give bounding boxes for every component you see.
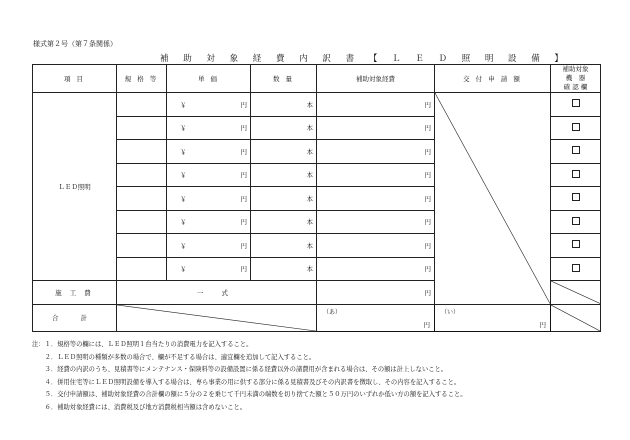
yen-symbol: ￥	[180, 124, 187, 133]
header-spec: 規 格 等	[117, 65, 167, 93]
spec-cell[interactable]	[117, 163, 167, 187]
box-a-unit: 円	[423, 320, 430, 329]
note-line: ６．補助対象経費には、消費税及び地方消費税相当額は含めないこと。	[32, 403, 247, 411]
unit-price-cell[interactable]	[167, 140, 251, 164]
cost-breakdown-table	[32, 64, 601, 332]
check-cell[interactable]	[551, 163, 601, 187]
note-line: ５．交付申請額は、補助対象経費の合計欄の額に５分の２を乗じて千円未満の端数を切り捨てた額と５０万円のいずれか低い方の額を記入すること。	[32, 391, 467, 399]
check-cell[interactable]	[551, 234, 601, 258]
spec-cell[interactable]	[117, 210, 167, 234]
yen-symbol: ￥	[180, 147, 187, 156]
yen-symbol: ￥	[180, 265, 187, 274]
checkbox-icon[interactable]	[572, 217, 580, 225]
checkbox-icon[interactable]	[572, 264, 580, 272]
yen-unit: 円	[240, 265, 247, 274]
eligible-cost-cell[interactable]: 円	[317, 93, 435, 117]
check-cell[interactable]	[551, 116, 601, 140]
note-line: 注：１．規格等の欄には、ＬＥＤ照明１台当たりの消費電力を記入すること。	[32, 341, 253, 348]
header-eligible-cost: 補助対象経費	[317, 65, 435, 93]
yen-unit: 円	[240, 100, 247, 109]
yen-unit: 円	[240, 194, 247, 203]
yen-symbol: ￥	[180, 100, 187, 109]
quantity-cell[interactable]: 本	[251, 163, 317, 187]
led-lighting-label: ＬＥＤ照明	[33, 93, 117, 281]
quantity-cell[interactable]: 本	[251, 140, 317, 164]
unit-price-cell[interactable]	[167, 187, 251, 211]
box-b-tag: （い）	[441, 308, 460, 316]
box-a-tag: （あ）	[323, 308, 342, 316]
quantity-cell[interactable]: 本	[251, 257, 317, 281]
form-number-label: 様式第２号（第７条関係）	[33, 40, 117, 48]
header-check-column	[551, 65, 601, 93]
construction-check-diagonal	[551, 281, 601, 305]
eligible-cost-cell[interactable]: 円	[317, 116, 435, 140]
checkbox-icon[interactable]	[572, 170, 580, 178]
note-line: ２．ＬＥＤ照明の種類が多数の場合で、欄が不足する場合は、適宜欄を追加して記入すること。	[32, 353, 316, 361]
quantity-cell[interactable]: 本	[251, 210, 317, 234]
construction-lump-sum: 一 式	[117, 281, 317, 305]
box-b-unit: 円	[539, 320, 546, 329]
spec-cell[interactable]	[117, 93, 167, 117]
total-row	[33, 304, 601, 331]
total-eligible-cost-box[interactable]	[317, 304, 435, 331]
check-cell[interactable]	[551, 210, 601, 234]
yen-symbol: ￥	[180, 171, 187, 180]
header-grant-request: 交 付 申 請 額	[435, 65, 551, 93]
total-grant-request-box[interactable]	[435, 304, 551, 331]
quantity-cell[interactable]: 本	[251, 187, 317, 211]
header-quantity: 数 量	[251, 65, 317, 93]
yen-unit: 円	[240, 124, 247, 133]
check-cell[interactable]	[551, 257, 601, 281]
unit-price-cell[interactable]	[167, 234, 251, 258]
document-title: 補 助 対 象 経 費 内 訳 書 【 Ｌ Ｅ Ｄ 照 明 設 備 】	[160, 54, 569, 64]
yen-unit: 円	[240, 218, 247, 227]
total-check-diagonal	[551, 304, 601, 331]
construction-cost-label: 施 工 費	[33, 281, 117, 305]
eligible-cost-cell[interactable]: 円	[317, 187, 435, 211]
eligible-cost-cell[interactable]: 円	[317, 234, 435, 258]
quantity-cell[interactable]: 本	[251, 234, 317, 258]
total-diagonal-cell	[117, 304, 317, 331]
spec-cell[interactable]	[117, 187, 167, 211]
header-item: 項 目	[33, 65, 117, 93]
spec-cell[interactable]	[117, 140, 167, 164]
yen-unit: 円	[240, 241, 247, 250]
checkbox-icon[interactable]	[572, 193, 580, 201]
note-line: ３．経費の内訳のうち、見積書等にメンテナンス・保険料等の設備設置に係る経費以外の諸費用が含まれる場合は、その額は計上しないこと。	[32, 366, 448, 374]
yen-unit: 円	[240, 147, 247, 156]
unit-price-cell[interactable]	[167, 93, 251, 117]
checkbox-icon[interactable]	[572, 240, 580, 248]
checkbox-icon[interactable]	[572, 123, 580, 131]
yen-unit: 円	[240, 171, 247, 180]
eligible-cost-cell[interactable]: 円	[317, 210, 435, 234]
check-header-line3: 確 認 欄	[563, 83, 588, 91]
quantity-cell[interactable]: 本	[251, 116, 317, 140]
total-label: 合 計	[33, 304, 117, 331]
unit-price-cell[interactable]	[167, 257, 251, 281]
eligible-cost-cell[interactable]: 円	[317, 163, 435, 187]
check-header-line1: 補助対象	[562, 65, 589, 73]
header-unit-price: 単 価	[167, 65, 251, 93]
yen-symbol: ￥	[180, 218, 187, 227]
yen-symbol: ￥	[180, 194, 187, 203]
notes-section	[32, 339, 466, 415]
construction-cost-cell[interactable]: 円	[317, 281, 435, 305]
spec-cell[interactable]	[117, 257, 167, 281]
eligible-cost-cell[interactable]: 円	[317, 140, 435, 164]
checkbox-icon[interactable]	[572, 99, 580, 107]
spec-cell[interactable]	[117, 234, 167, 258]
quantity-cell[interactable]: 本	[251, 93, 317, 117]
unit-price-cell[interactable]	[167, 210, 251, 234]
yen-symbol: ￥	[180, 241, 187, 250]
checkbox-icon[interactable]	[572, 146, 580, 154]
header-row	[33, 65, 601, 93]
unit-price-cell[interactable]	[167, 163, 251, 187]
check-cell[interactable]	[551, 187, 601, 211]
grant-request-diagonal	[435, 93, 551, 305]
note-line: ４．併用住宅等にＬＥＤ照明設備を導入する場合は、専ら事業の用に供する部分に係る見積書及びその内訳書を徴取し、その内容を記入すること。	[32, 378, 461, 386]
table-row	[33, 93, 601, 117]
check-cell[interactable]	[551, 93, 601, 117]
eligible-cost-cell[interactable]: 円	[317, 257, 435, 281]
check-cell[interactable]	[551, 140, 601, 164]
spec-cell[interactable]	[117, 116, 167, 140]
check-header-line2: 機 器	[565, 74, 586, 82]
unit-price-cell[interactable]	[167, 116, 251, 140]
